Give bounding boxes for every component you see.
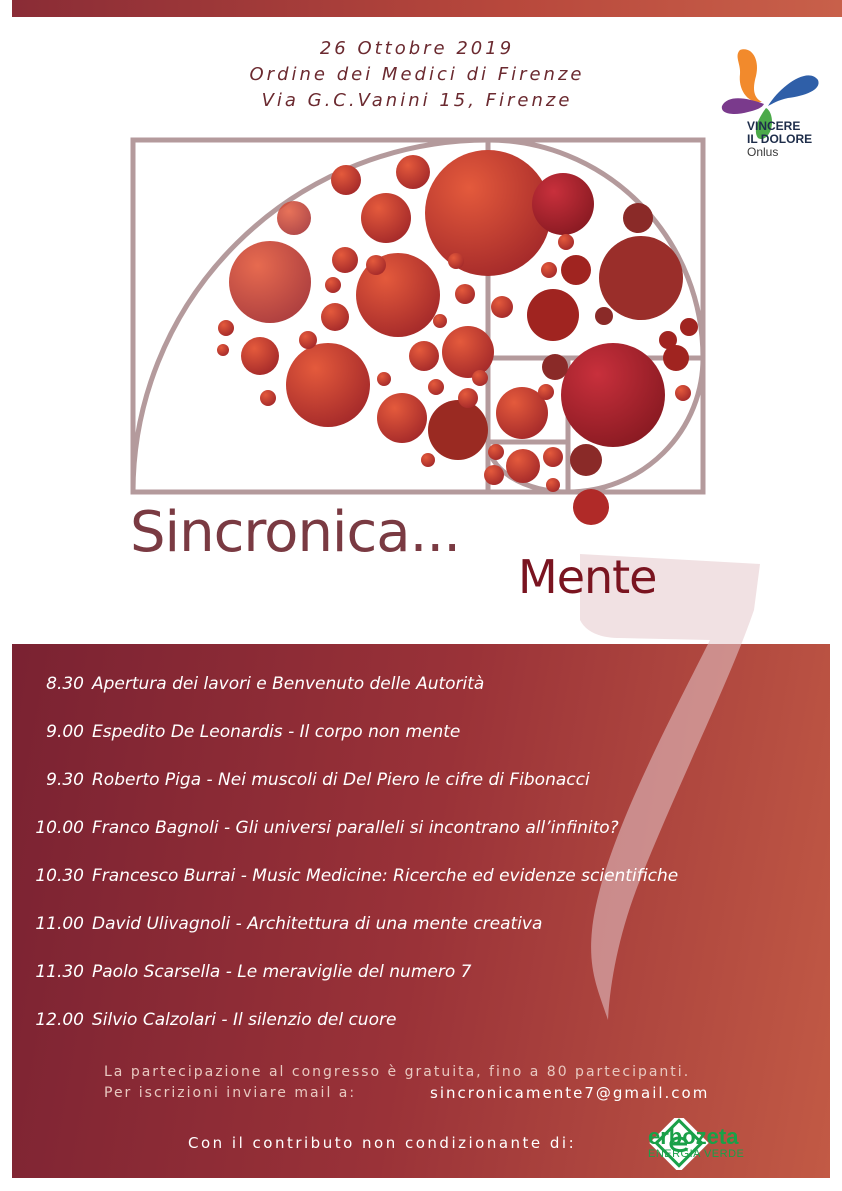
- event-date: 26 Ottobre 2019: [319, 38, 515, 59]
- contribution-note: Con il contributo non condizionante di:: [188, 1134, 577, 1152]
- registration-email-link[interactable]: sincronicamente7@gmail.com: [430, 1084, 710, 1102]
- program-item: [12, 674, 484, 694]
- program-talk: Espedito De Leonardis - Il corpo non mente: [92, 722, 461, 742]
- program-item: [12, 722, 460, 742]
- program-talk: Franco Bagnoli - Gli universi paralleli si incontrano all’infinito?: [92, 818, 619, 838]
- program-time: 9.30: [46, 770, 84, 790]
- logo-line-1: VINCERE: [747, 119, 801, 133]
- fibonacci-circles-illustration: [128, 130, 708, 530]
- top-color-bar: [12, 0, 842, 17]
- program-item: [12, 818, 619, 838]
- program-talk: Apertura dei lavori e Benvenuto delle Autorità: [92, 674, 485, 694]
- logo-line-3: Onlus: [747, 145, 779, 159]
- program-talk: Roberto Piga - Nei muscoli di Del Piero le cifre di Fibonacci: [92, 770, 590, 790]
- program-item: [12, 914, 542, 934]
- sponsor-name: erbozeta: [648, 1124, 739, 1149]
- program-time: 10.00: [35, 818, 84, 838]
- program-time: 8.30: [46, 674, 84, 694]
- program-item: [12, 1010, 396, 1030]
- registration-note: Per iscrizioni inviare mail a:: [104, 1085, 357, 1101]
- event-venue: Ordine dei Medici di Firenze: [249, 64, 585, 85]
- program-item: [12, 770, 590, 790]
- logo-line-2: IL DOLORE: [747, 132, 813, 146]
- program-talk: Silvio Calzolari - Il silenzio del cuore: [92, 1010, 397, 1030]
- program-time: 9.00: [46, 722, 84, 742]
- sponsor-tagline: ENERGIA VERDE: [648, 1148, 745, 1160]
- event-address: Via G.C.Vanini 15, Firenze: [261, 90, 573, 111]
- program-time: 11.30: [35, 962, 84, 982]
- program-time: 10.30: [35, 866, 84, 886]
- program-talk: Paolo Scarsella - Le meraviglie del numero 7: [92, 962, 472, 982]
- participation-note: La partecipazione al congresso è gratuita, fino a 80 partecipanti.: [104, 1064, 691, 1080]
- program-item: [12, 962, 471, 982]
- program-time: 11.00: [35, 914, 84, 934]
- event-header: [0, 36, 842, 114]
- logo-wordmark: [747, 120, 812, 159]
- event-title-part-1: Sincronica...: [130, 500, 460, 565]
- program-talk: David Ulivagnoli - Architettura di una mente creativa: [92, 914, 543, 934]
- program-talk: Francesco Burrai - Music Medicine: Ricerche ed evidenze scientifiche: [92, 866, 679, 886]
- program-time: 12.00: [35, 1010, 84, 1030]
- program-item: [12, 866, 678, 886]
- event-title-part-2: Mente: [518, 550, 657, 604]
